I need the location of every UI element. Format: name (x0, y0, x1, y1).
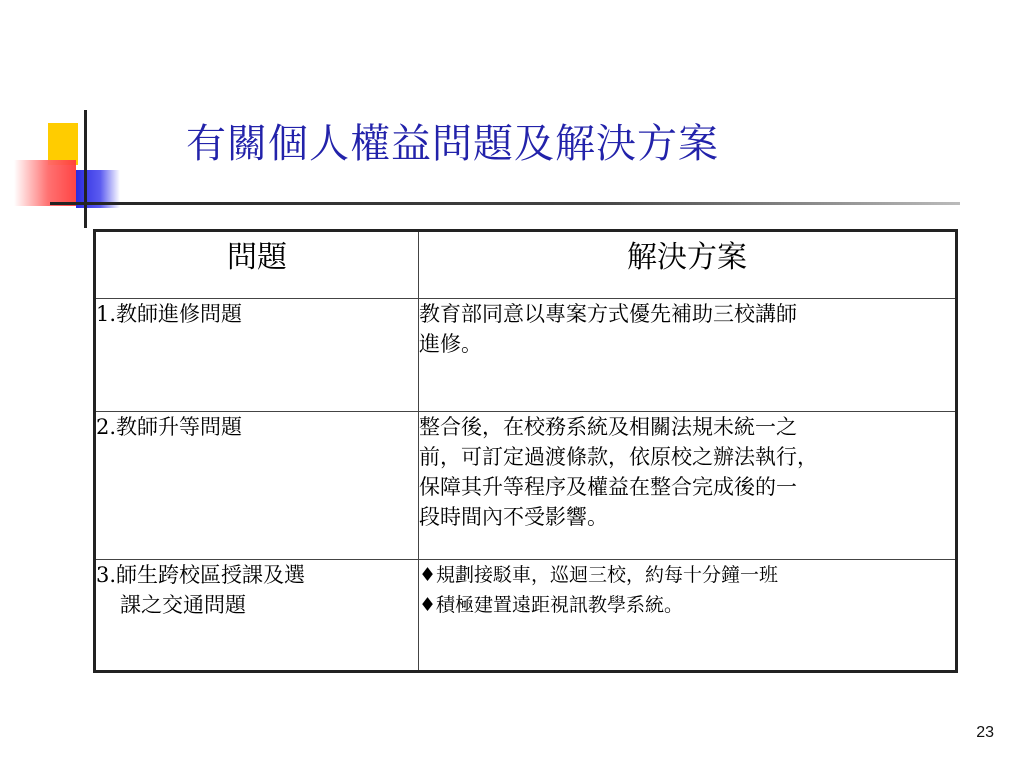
decorative-vertical-line (84, 110, 87, 228)
decorative-red-square (14, 160, 76, 206)
solution-line: 保障其升等程序及權益在整合完成後的一 (419, 475, 797, 499)
title-underline (50, 202, 960, 205)
problem-cell (95, 560, 419, 672)
problem-line: 2.教師升等問題 (96, 415, 243, 439)
solution-line: 段時間內不受影響。 (419, 505, 608, 529)
problem-cell (95, 299, 419, 412)
page-number: 23 (976, 724, 994, 741)
bullet-item: ♦規劃接駁車，巡迴三校，約每十分鐘一班 (419, 564, 779, 586)
solution-cell (419, 299, 957, 412)
solution-line: 進修。 (419, 332, 482, 356)
problem-line: 1.教師進修問題 (96, 302, 243, 326)
header-problem: 問題 (95, 231, 419, 299)
solution-line: 教育部同意以專案方式優先補助三校講師 (419, 302, 797, 326)
issues-table (93, 229, 958, 673)
problem-line: 課之交通問題 (120, 593, 246, 617)
solution-line: 整合後，在校務系統及相關法規未統一之 (419, 415, 797, 439)
slide-title: 有關個人權益問題及解決方案 (186, 121, 719, 167)
table-row (95, 412, 957, 560)
solution-line: 前，可訂定過渡條款，依原校之辦法執行， (419, 445, 818, 469)
table-header-row (95, 231, 957, 299)
solution-cell (419, 560, 957, 672)
problem-line: 3.師生跨校區授課及選 (96, 563, 306, 587)
table-row (95, 299, 957, 412)
header-solution: 解決方案 (419, 231, 957, 299)
problem-cell (95, 412, 419, 560)
decorative-yellow-square (48, 123, 78, 165)
solution-cell (419, 412, 957, 560)
bullet-item: ♦積極建置遠距視訊教學系統。 (419, 594, 684, 616)
table-row (95, 560, 957, 672)
